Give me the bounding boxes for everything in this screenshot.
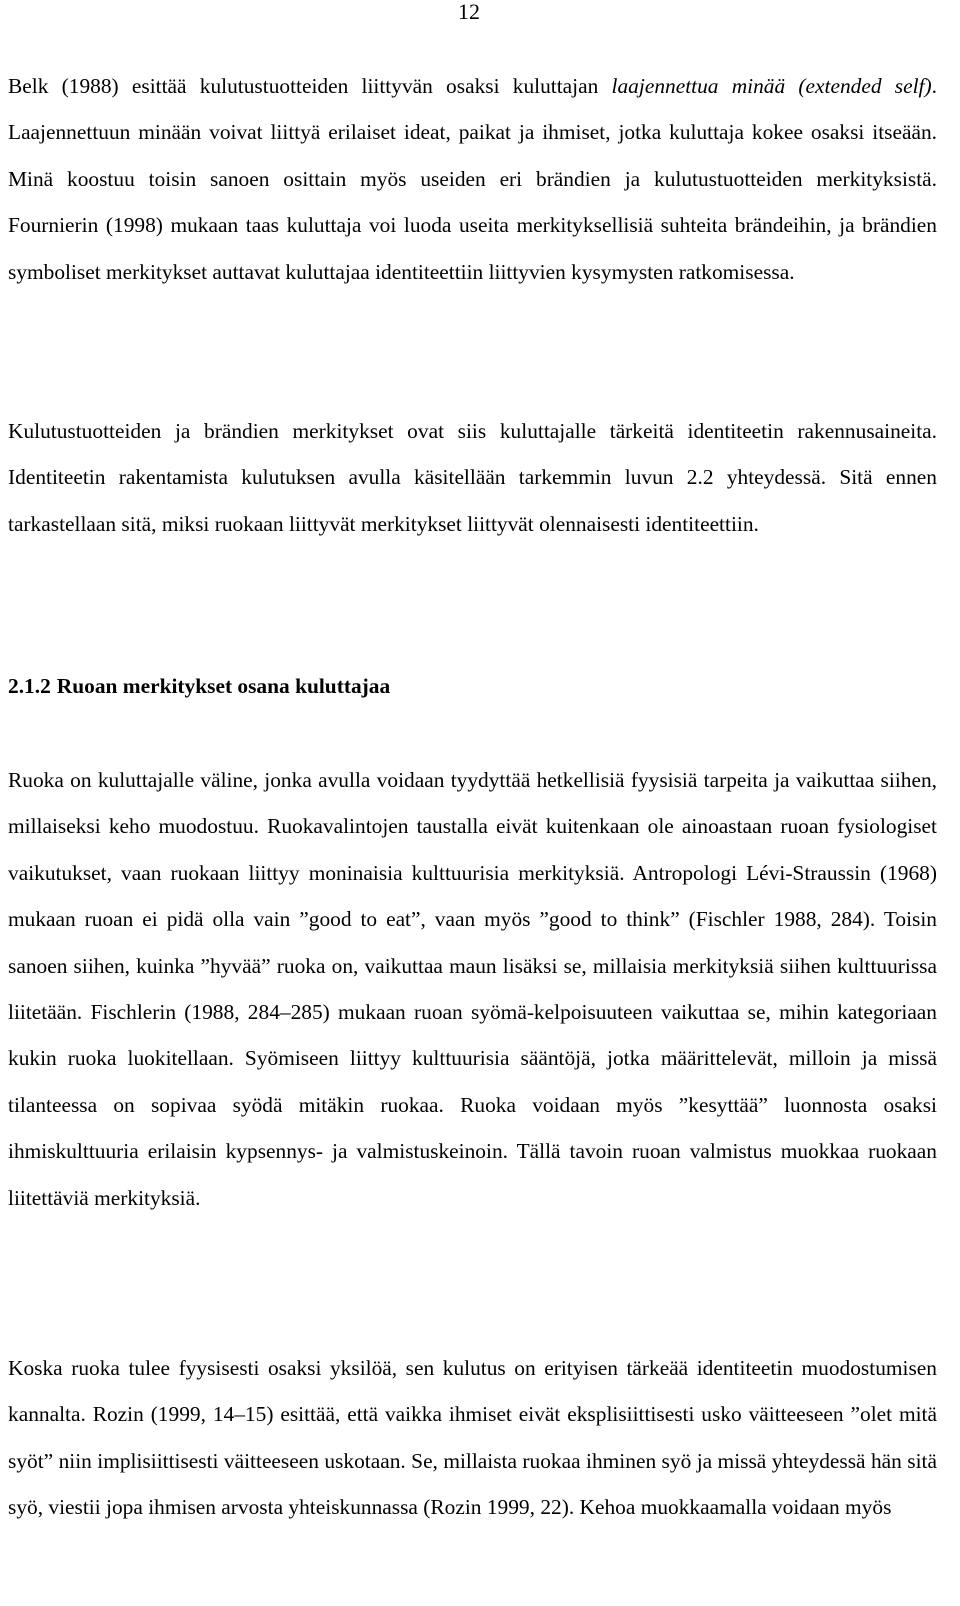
section-title: Ruoan merkitykset osana kuluttajaa — [56, 674, 391, 698]
paragraph-food-identity — [8, 1345, 937, 1531]
page-number: 12 — [458, 0, 480, 24]
section-number: 2.1.2 — [8, 674, 51, 698]
paragraph-text: Ruoka on kuluttajalle väline, jonka avulla voidaan tyydyttää hetkellisiä fyysisiä tarpeita ja vaikuttaa siihen, millaiseksi keho muodostuu. Ruokavalintojen taustalla eivät kuitenkaan ole ainoastaan ruoan fysiologiset vaikutukset, vaan ruokaan liittyy moninaisia kulttuurisia merkityksiä. Antropologi Lévi-Straussin (1968) mukaan ruoan ei pidä olla vain ”good to eat”, vaan myös ”good to think” (Fischler 1988, 284). Toisin sanoen siihen, kuinka ”hyvää” ruoka on, vaikuttaa maun lisäksi se, millaisia merkityksiä siihen kulttuurissa liitetään. Fischlerin (1988, 284–285) mukaan ruoan syömä-kelpoisuuteen vaikuttaa se, mihin kategoriaan kukin ruoka luokitellaan. Syömiseen liittyy kulttuurisia sääntöjä, jotka määrittelevät, milloin ja missä tilanteessa on sopivaa syödä mitäkin ruokaa. Ruoka voidaan myös ”kesyttää” luonnosta osaksi ihmiskulttuuria erilaisin kypsennys- ja valmistuskeinoin. Tällä tavoin ruoan valmistus muokkaa ruokaan liitettäviä merkityksiä. — [8, 768, 937, 1210]
paragraph-italic-term: laajennettua minää (extended self) — [611, 74, 932, 98]
paragraph-belk — [8, 63, 937, 295]
paragraph-text: Koska ruoka tulee fyysisesti osaksi yksilöä, sen kulutus on erityisen tärkeää identiteetin muodostumisen kannalta. Rozin (1999, 14–15) esittää, että vaikka ihmiset eivät eksplisiittisesti usko väitteeseen ”olet mitä syöt” niin implisiittisesti väitteeseen uskotaan. Se, millaista ruokaa ihminen syö ja missä yhteydessä hän sitä syö, viestii jopa ihmisen arvosta yhteiskunnassa (Rozin 1999, 22). Kehoa muokkaamalla voidaan myös — [8, 1356, 937, 1520]
paragraph-text: Kulutustuotteiden ja brändien merkitykset ovat siis kuluttajalle tärkeitä identiteetin rakennusaineita. Identiteetin rakentamista kulutuksen avulla käsitellään tarkemmin luvun 2.2 yhteydessä. Sitä ennen tarkastellaan sitä, miksi ruokaan liittyvät merkitykset liittyvät olennaisesti identiteettiin. — [8, 419, 937, 536]
paragraph-food-as-tool — [8, 757, 937, 1221]
paragraph-identity-materials — [8, 408, 937, 547]
paragraph-text: Belk (1988) esittää kulutustuotteiden liittyvän osaksi kuluttajan — [8, 74, 612, 98]
paragraph-text: . Laajennettuun minään voivat liittyä erilaiset ideat, paikat ja ihmiset, jotka kuluttaja kokee osaksi itseään. Minä koostuu toisin sanoen osittain myös useiden eri brändien ja kulutustuotteiden merkityksistä. Fournierin (1998) mukaan taas kuluttaja voi luoda useita merkityksellisiä suhteita brändeihin, ja brändien symboliset merkitykset auttavat kuluttajaa identiteettiin liittyvien kysymysten ratkomisessa. — [8, 74, 937, 284]
section-heading — [8, 668, 390, 704]
